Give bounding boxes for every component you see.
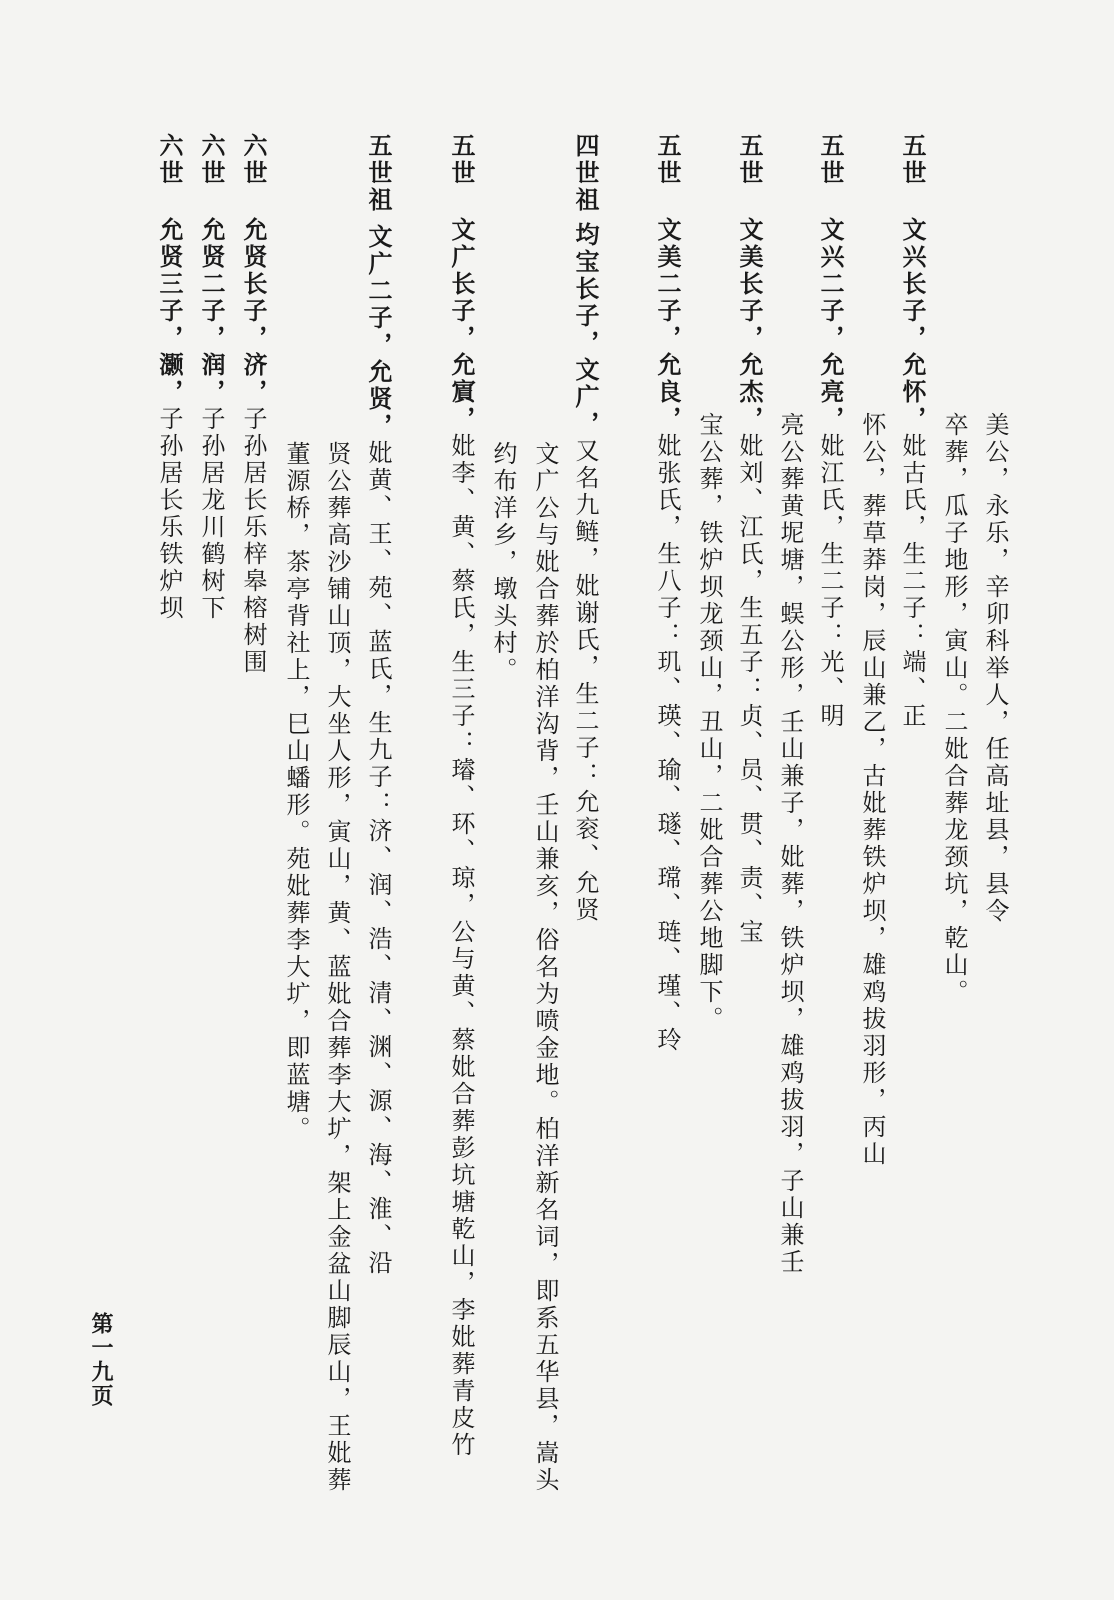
heir-label: 文兴长子，允怀， bbox=[898, 217, 927, 433]
text-column bbox=[530, 441, 560, 1494]
heir-label: 文广二子，允贤， bbox=[364, 224, 393, 440]
entry-text: 妣张氏，生八子：玑、瑛、瑜、璲、瑺、琏、瑾、玲 bbox=[653, 433, 681, 1054]
entry-text: 董源桥，茶亭背社上，巳山蟠形。苑妣葬李大圹，即蓝塘。 bbox=[282, 441, 310, 1143]
text-column bbox=[196, 133, 226, 622]
heir-label: 允贤三子，灏， bbox=[155, 217, 184, 406]
entry-text: 美公，永乐，辛卯科举人，任高址县，县令 bbox=[981, 412, 1009, 925]
text-column bbox=[652, 133, 682, 1054]
generation-label: 四世祖 bbox=[571, 133, 600, 214]
entry-text: 妣李、黄、蔡氏，生三子：璿、环、琼，公与黄、蔡妣合葬彭坑塘乾山，李妣葬青皮竹 bbox=[447, 433, 475, 1459]
heir-label: 文兴二子，允亮， bbox=[816, 217, 845, 433]
generation-label: 六世 bbox=[197, 133, 226, 187]
entry-text: 子孙居长乐铁炉坝 bbox=[155, 406, 183, 622]
text-column bbox=[980, 412, 1010, 925]
generation-label: 六世 bbox=[155, 133, 184, 187]
entry-text: 子孙居长乐梓皋榕树围 bbox=[239, 406, 267, 676]
text-column bbox=[238, 133, 268, 676]
generation-label: 五世 bbox=[816, 133, 845, 187]
heir-label: 文广长子，允賔， bbox=[447, 217, 476, 433]
text-column bbox=[570, 133, 600, 924]
text-column bbox=[694, 412, 724, 1033]
heir-label: 文美长子，允杰， bbox=[735, 217, 764, 433]
text-column bbox=[446, 133, 476, 1459]
entry-text: 妣江氏，生二子：光、明 bbox=[816, 433, 844, 730]
generation-label: 五世 bbox=[447, 133, 476, 187]
text-column bbox=[281, 441, 311, 1143]
text-column bbox=[775, 412, 805, 1276]
text-column bbox=[734, 133, 764, 946]
text-column bbox=[154, 133, 184, 622]
entry-text: 约布洋乡，墩头村。 bbox=[489, 441, 517, 684]
generation-label: 五世祖 bbox=[364, 133, 393, 214]
text-column bbox=[815, 133, 845, 730]
heir-label: 均宝长子，文广， bbox=[571, 222, 600, 438]
heir-label: 允贤长子，济， bbox=[239, 217, 268, 406]
entry-text: 亮公葬黄坭塘，蜈公形，壬山兼子，妣葬，铁炉坝，雄鸡拔羽，子山兼壬 bbox=[776, 412, 804, 1276]
entry-text: 又名九鲢，妣谢氏，生二子：允衮、允贤 bbox=[571, 438, 599, 924]
generation-label: 五世 bbox=[653, 133, 682, 187]
entry-text: 宝公葬，铁炉坝龙颈山，丑山，二妣合葬公地脚下。 bbox=[695, 412, 723, 1033]
text-column bbox=[939, 412, 969, 1006]
heir-label: 文美二子，允良， bbox=[653, 217, 682, 433]
text-column bbox=[857, 412, 887, 1168]
generation-label: 五世 bbox=[735, 133, 764, 187]
page-number: 第一九页 bbox=[88, 1312, 114, 1408]
entry-text: 妣刘、江氏，生五子：贞、员、贯、责、宝 bbox=[735, 433, 763, 946]
entry-text: 子孙居龙川鹤树下 bbox=[197, 406, 225, 622]
entry-text: 妣古氏，生二子：端、正 bbox=[898, 433, 926, 730]
generation-label: 五世 bbox=[898, 133, 927, 187]
entry-text: 怀公，葬草莽岗，辰山兼乙，古妣葬铁炉坝，雄鸡拔羽形，丙山 bbox=[858, 412, 886, 1168]
text-column bbox=[363, 133, 393, 1277]
heir-label: 允贤二子，润， bbox=[197, 217, 226, 406]
entry-text: 文广公与妣合葬於柏洋沟背，壬山兼亥，俗名为喷金地。柏洋新名词，即系五华县，嵩头 bbox=[531, 441, 559, 1494]
text-column bbox=[897, 133, 927, 730]
entry-text: 卒葬，瓜子地形，寅山。二妣合葬龙颈坑，乾山。 bbox=[940, 412, 968, 1006]
entry-text: 妣黄、王、苑、蓝氏，生九子：济、润、浩、清、渊、源、海、淮、沿 bbox=[364, 440, 392, 1277]
text-column bbox=[488, 441, 518, 684]
text-column bbox=[322, 441, 352, 1494]
generation-label: 六世 bbox=[239, 133, 268, 187]
entry-text: 贤公葬高沙铺山顶，大坐人形，寅山，黄、蓝妣合葬李大圹，架上金盆山脚辰山，王妣葬 bbox=[323, 441, 351, 1494]
